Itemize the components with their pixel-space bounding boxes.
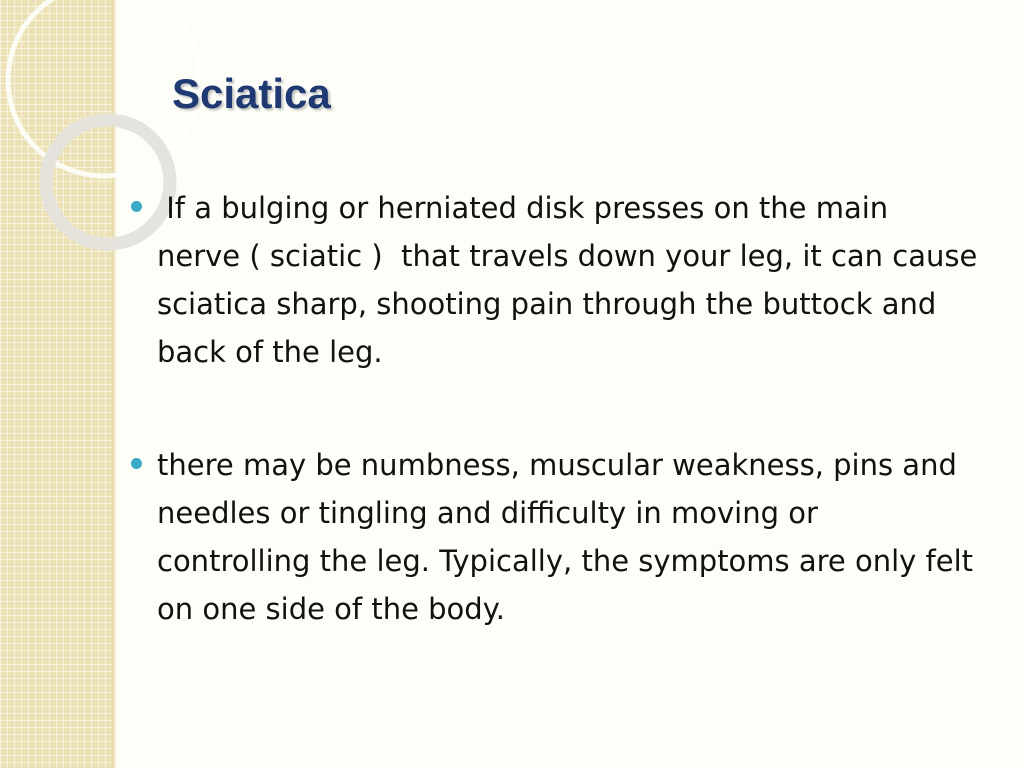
bullet-text: there may be numbness, muscular weakness, pins and needles or tingling and difficulty in moving or controlling the leg. Typically, the symptoms are only felt on one side of the body. xyxy=(157,448,974,626)
bullet-list xyxy=(128,184,987,633)
bullet-item-symptoms xyxy=(128,441,978,633)
bullet-item-herniated-disk xyxy=(128,184,987,376)
bullet-text: If a bulging or herniated disk presses on the main nerve ( sciatic ) that travels down your leg, it can cause sciatica sharp, shooting pain through the buttock and back of the leg. xyxy=(157,191,987,369)
slide-title: Sciatica xyxy=(172,70,331,117)
bullet-dot-icon xyxy=(131,201,142,212)
bullet-dot-icon xyxy=(131,458,142,469)
